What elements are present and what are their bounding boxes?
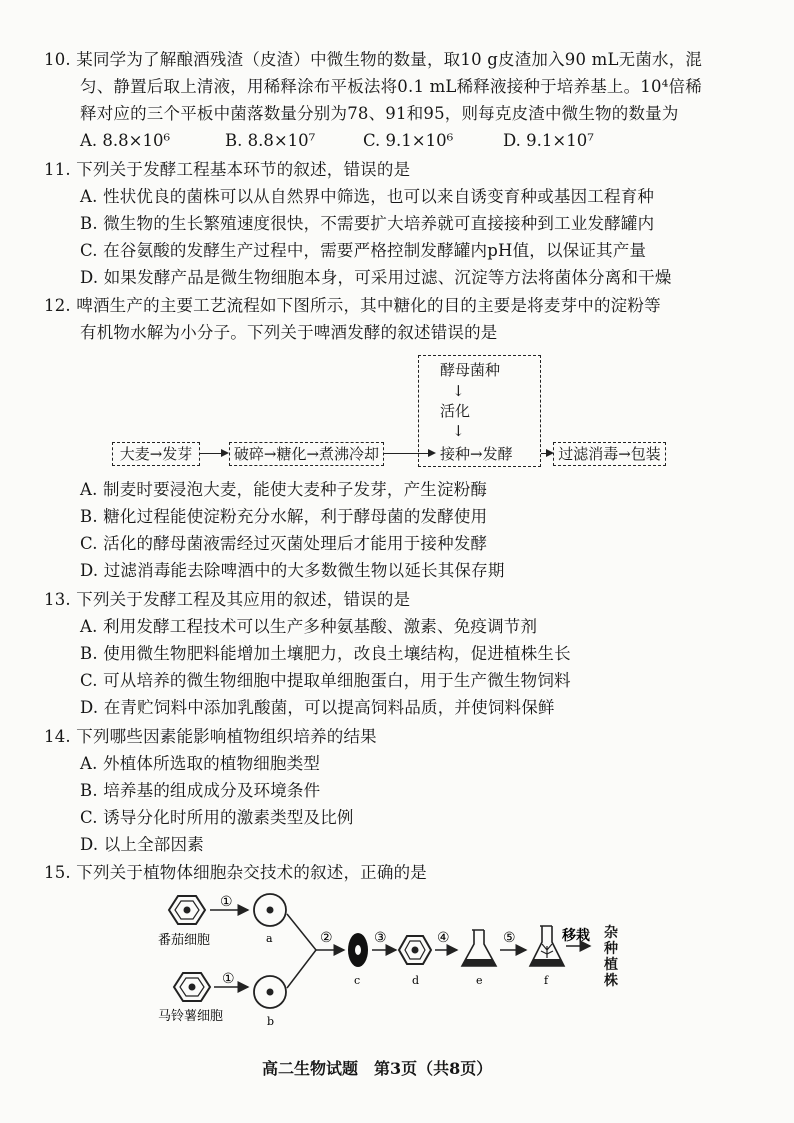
potato-cell-label: 马铃薯细胞 bbox=[158, 1009, 224, 1024]
hybrid-plant-label: 杂种植株 bbox=[604, 925, 618, 989]
q10-option-a: A. 8.8×10⁶ bbox=[80, 131, 171, 150]
q11-stem: 11. 下列关于发酵工程基本环节的叙述，错误的是 bbox=[44, 160, 411, 179]
q12-option-b: B. 糖化过程能使淀粉充分水解，利于酵母菌的发酵使用 bbox=[80, 507, 488, 526]
q14-option-a: A. 外植体所选取的植物细胞类型 bbox=[80, 754, 321, 773]
flow-arrow-1-head bbox=[221, 449, 229, 457]
q11-option-a: A. 性状优良的菌株可以从自然界中筛选，也可以来自诱变育种或基因工程育种 bbox=[80, 187, 655, 206]
q10-stem-line3: 释对应的三个平板中菌落数量分别为78、91和95，则每克皮渣中微生物的数量为 bbox=[80, 104, 679, 123]
q10-option-c: C. 9.1×10⁶ bbox=[363, 131, 454, 150]
q10-option-d: D. 9.1×10⁷ bbox=[503, 131, 594, 150]
transplant-label: 移栽 bbox=[562, 928, 590, 944]
step1-label-top: ① bbox=[220, 894, 233, 910]
crush-saccharify-box: 破碎→糖化→煮沸冷却 bbox=[229, 442, 384, 466]
step4-label: ④ bbox=[437, 930, 450, 946]
q13-stem: 13. 下列关于发酵工程及其应用的叙述，错误的是 bbox=[44, 590, 411, 609]
q12-option-d: D. 过滤消毒能去除啤酒中的大多数微生物以延长其保存期 bbox=[80, 561, 505, 580]
q13-option-a: A. 利用发酵工程技术可以生产多种氨基酸、激素、免疫调节剂 bbox=[80, 617, 538, 636]
q11-option-d: D. 如果发酵产品是微生物细胞本身，可采用过滤、沉淀等方法将菌体分离和干燥 bbox=[80, 268, 672, 287]
label-f: f bbox=[544, 974, 549, 987]
q13-option-b: B. 使用微生物肥料能增加土壤肥力，改良土壤结构，促进植株生长 bbox=[80, 644, 571, 663]
hybrid-cell-d-icon bbox=[399, 936, 431, 964]
down-arrow-2: ↓ bbox=[452, 422, 465, 440]
step5-label: ⑤ bbox=[503, 930, 516, 946]
q14-option-c: C. 诱导分化时所用的激素类型及比例 bbox=[80, 808, 354, 827]
q11-option-c: C. 在谷氨酸的发酵生产过程中，需要严格控制发酵罐内pH值，以保证其产量 bbox=[80, 241, 647, 260]
q15-cell-fusion-diagram bbox=[150, 888, 650, 1038]
q11-option-b: B. 微生物的生长繁殖速度很快，不需要扩大培养就可直接接种到工业发酵罐内 bbox=[80, 214, 655, 233]
label-a: a bbox=[266, 932, 273, 945]
inoculate-ferment-label: 接种→发酵 bbox=[440, 445, 513, 463]
q12-option-a: A. 制麦时要浸泡大麦，能使大麦种子发芽，产生淀粉酶 bbox=[80, 480, 488, 499]
q10-options bbox=[80, 131, 760, 151]
q10-stem-line2: 匀、静置后取上清液，用稀释涂布平板法将0.1 mL稀释液接种于培养基上。10⁴倍稀 bbox=[80, 77, 702, 96]
page-footer: 高二生物试题 第3页（共8页） bbox=[262, 1059, 493, 1078]
flow-arrow-2-head bbox=[428, 449, 436, 457]
q14-option-b: B. 培养基的组成成分及环境条件 bbox=[80, 781, 321, 800]
step3-label: ③ bbox=[374, 930, 387, 946]
flow-arrow-1 bbox=[200, 453, 222, 454]
protoplast-b-icon bbox=[254, 976, 286, 1008]
q10-stem-line1: 10. 某同学为了解酿酒残渣（皮渣）中微生物的数量，取10 g皮渣加入90 mL无菌水，混 bbox=[44, 50, 703, 69]
q12-option-c: C. 活化的酵母菌液需经过灭菌处理后才能用于接种发酵 bbox=[80, 534, 488, 553]
q12-stem-line2: 有机物水解为小分子。下列关于啤酒发酵的叙述错误的是 bbox=[80, 323, 498, 342]
activation-label: 活化 bbox=[440, 402, 471, 420]
barley-germination-box: 大麦→发芽 bbox=[112, 442, 200, 466]
protoplast-a-icon bbox=[254, 894, 286, 926]
down-arrow-1: ↓ bbox=[452, 382, 465, 400]
yeast-strain-label: 酵母菌种 bbox=[440, 361, 501, 379]
merge-line-bottom bbox=[287, 950, 316, 988]
label-d: d bbox=[412, 974, 420, 987]
label-b: b bbox=[267, 1015, 275, 1028]
tomato-cell-icon bbox=[169, 896, 205, 924]
flow-arrow-2 bbox=[384, 453, 430, 454]
culture-flask-e-icon bbox=[462, 930, 496, 966]
step1-label-bottom: ① bbox=[222, 971, 235, 987]
potato-cell-icon bbox=[174, 973, 210, 1001]
culture-flask-f-icon bbox=[530, 926, 564, 966]
merge-line-top bbox=[287, 914, 316, 950]
step2-label: ② bbox=[320, 930, 333, 946]
fused-protoplast-c-icon bbox=[348, 933, 368, 967]
label-c: c bbox=[354, 974, 361, 987]
q13-option-c: C. 可从培养的微生物细胞中提取单细胞蛋白，用于生产微生物饲料 bbox=[80, 671, 571, 690]
label-e: e bbox=[476, 974, 483, 987]
q10-option-b: B. 8.8×10⁷ bbox=[225, 131, 316, 150]
q13-option-d: D. 在青贮饲料中添加乳酸菌，可以提高饲料品质，并使饲料保鲜 bbox=[80, 698, 555, 717]
q12-stem-line1: 12. 啤酒生产的主要工艺流程如下图所示，其中糖化的目的主要是将麦芽中的淀粉等 bbox=[44, 296, 661, 315]
q14-option-d: D. 以上全部因素 bbox=[80, 835, 204, 854]
filter-package-box: 过滤消毒→包装 bbox=[553, 442, 666, 466]
q15-stem: 15. 下列关于植物体细胞杂交技术的叙述，正确的是 bbox=[44, 863, 427, 882]
q14-stem: 14. 下列哪些因素能影响植物组织培养的结果 bbox=[44, 727, 377, 746]
tomato-cell-label: 番茄细胞 bbox=[158, 933, 211, 948]
